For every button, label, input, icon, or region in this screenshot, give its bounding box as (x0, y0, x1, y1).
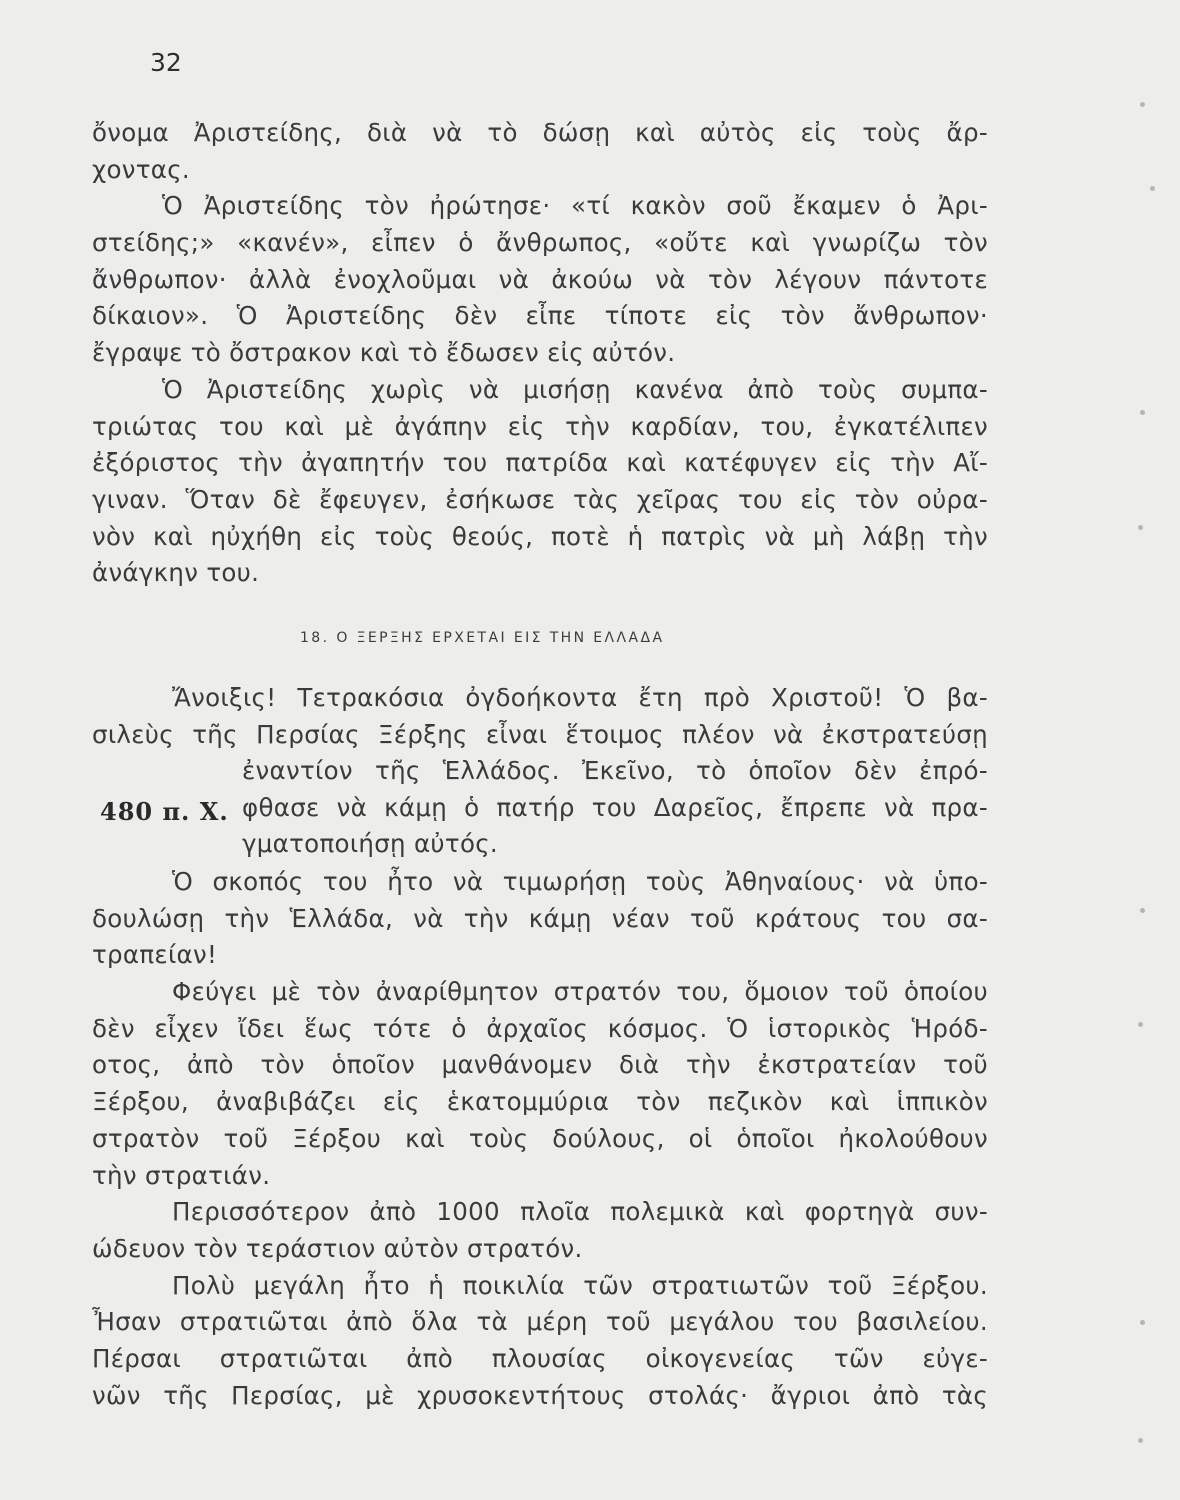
text-line: τριώτας του καὶ μὲ ἀγάπην εἰς τὴν καρδίαν, του, ἐγκατέλιπεν (92, 411, 988, 441)
text-line: Πέρσαι στρατιῶται ἀπὸ πλουσίας οἰκογενείας τῶν εὐγε- (92, 1343, 988, 1373)
text-line: δίκαιον». Ὁ Ἀριστείδης δὲν εἶπε τίποτε εἰς τὸν ἄνθρωπον· (92, 301, 988, 331)
text-line: γιναν. Ὅταν δὲ ἔφευγεν, ἐσήκωσε τὰς χεῖρας του εἰς τὸν οὐρα- (92, 484, 988, 514)
scan-speck (1140, 102, 1145, 107)
text-line: δὲν εἶχεν ἴδει ἕως τότε ὁ ἀρχαῖος κόσμος. Ὁ ἱστορικὸς Ἡρόδ- (92, 1013, 988, 1043)
text-line: γματοποιήσῃ αὐτός. (242, 829, 499, 859)
scan-speck (1138, 1438, 1143, 1443)
scan-speck (1140, 1320, 1145, 1325)
text-line: Φεύγει μὲ τὸν ἀναρίθμητον στρατόν του, ὅμοιον τοῦ ὁποίου (172, 977, 988, 1007)
scan-speck (1140, 908, 1145, 913)
text-line: ἐναντίον τῆς Ἑλλάδος. Ἐκεῖνο, τὸ ὁποῖον δὲν ἐπρό- (242, 756, 988, 785)
text-line: χοντας. (92, 154, 190, 184)
text-line: οτος, ἀπὸ τὸν ὁποῖον μανθάνομεν διὰ τὴν ἐκστρατείαν τοῦ (92, 1050, 988, 1080)
text-line: νὸν καὶ ηὐχήθη εἰς τοὺς θεούς, ποτὲ ἡ πατρὶς νὰ μὴ λάβῃ τὴν (92, 521, 988, 551)
text-line: Περισσότερον ἀπὸ 1000 πλοῖα πολεμικὰ καὶ φορτηγὰ συν- (172, 1197, 988, 1227)
text-line: Ἄνοιξις! Τετρακόσια ὀγδοήκοντα ἔτη πρὸ Χριστοῦ! Ὁ βα- (172, 683, 988, 712)
scan-speck (1150, 186, 1155, 191)
scan-speck (1140, 410, 1145, 415)
text-line: ὄνομα Ἀριστείδης, διὰ νὰ τὸ δώσῃ καὶ αὐτὸς εἰς τοὺς ἄρ- (92, 118, 988, 147)
text-line: νῶν τῆς Περσίας, μὲ χρυσοκεντήτους στολάς· ἄγριοι ἀπὸ τὰς (92, 1380, 988, 1410)
scan-speck (1138, 1022, 1143, 1027)
page-number: 32 (150, 48, 182, 77)
text-line: Ἦσαν στρατιῶται ἀπὸ ὅλα τὰ μέρη τοῦ μεγάλου του βασιλείου. (92, 1307, 988, 1337)
text-line: Πολὺ μεγάλη ἦτο ἡ ποικιλία τῶν στρατιωτῶν τοῦ Ξέρξου. (172, 1270, 988, 1300)
text-line: ώδευον τὸν τεράστιον αὐτὸν στρατόν. (92, 1233, 583, 1263)
paragraph-block-aristeides (92, 115, 988, 592)
text-line: Ὁ Ἀριστείδης χωρὶς νὰ μισήσῃ κανένα ἀπὸ τοὺς συμπα- (162, 374, 988, 404)
text-line: δουλώσῃ τὴν Ἑλλάδα, νὰ τὴν κάμῃ νέαν τοῦ κράτους του σα- (92, 903, 988, 933)
text-line: σιλεὺς τῆς Περσίας Ξέρξης εἶναι ἕτοιμος πλέον νὰ ἐκστρατεύσῃ (92, 719, 988, 749)
text-line: φθασε νὰ κάμῃ ὁ πατήρ του Δαρεῖος, ἔπρεπε νὰ πρα- (242, 792, 988, 822)
text-line: τραπείαν! (92, 940, 218, 970)
text-line: Ξέρξου, ἀναβιβάζει εἰς ἑκατομμύρια τὸν πεζικὸν καὶ ἱππικὸν (92, 1087, 988, 1117)
text-line: στρατὸν τοῦ Ξέρξου καὶ τοὺς δούλους, οἱ ὁποῖοι ἠκολούθουν (92, 1123, 988, 1153)
text-line: στείδης;» «κανέν», εἶπεν ὁ ἄνθρωπος, «οὔτε καὶ γνωρίζω τὸν (92, 228, 988, 258)
text-line: ἐξόριστος τὴν ἀγαπητήν του πατρίδα καὶ κατέφυγεν εἰς τὴν Αἴ- (92, 448, 988, 478)
text-line: τὴν στρατιάν. (92, 1160, 271, 1190)
text-line: Ὁ σκοπός του ἦτο νὰ τιμωρήσῃ τοὺς Ἀθηναίους· νὰ ὑπο- (172, 867, 988, 896)
paragraph-block-xerxes-intro (92, 680, 988, 753)
text-line: Ὁ Ἀριστείδης τὸν ἠρώτησε· «τί κακὸν σοῦ ἔκαμεν ὁ Ἀρι- (162, 191, 988, 221)
section-heading: 18. Ο ΞΕΡΞΗΣ ΕΡΧΕΤΑΙ ΕΙΣ ΤΗΝ ΕΛΛΑΔΑ (300, 630, 665, 646)
text-line: ἄνθρωπον· ἀλλὰ ἐνοχλοῦμαι νὰ ἀκούω νὰ τὸν λέγουν πάντοτε (92, 264, 988, 294)
paragraph-block-xerxes-body (92, 864, 988, 1414)
text-line: ἀνάγκην του. (92, 558, 260, 588)
margin-date-note: 480 π. Χ. (100, 797, 229, 826)
scan-speck (1138, 525, 1143, 530)
text-line: ἔγραψε τὸ ὄστρακον καὶ τὸ ἔδωσεν εἰς αὐτόν. (92, 338, 676, 368)
